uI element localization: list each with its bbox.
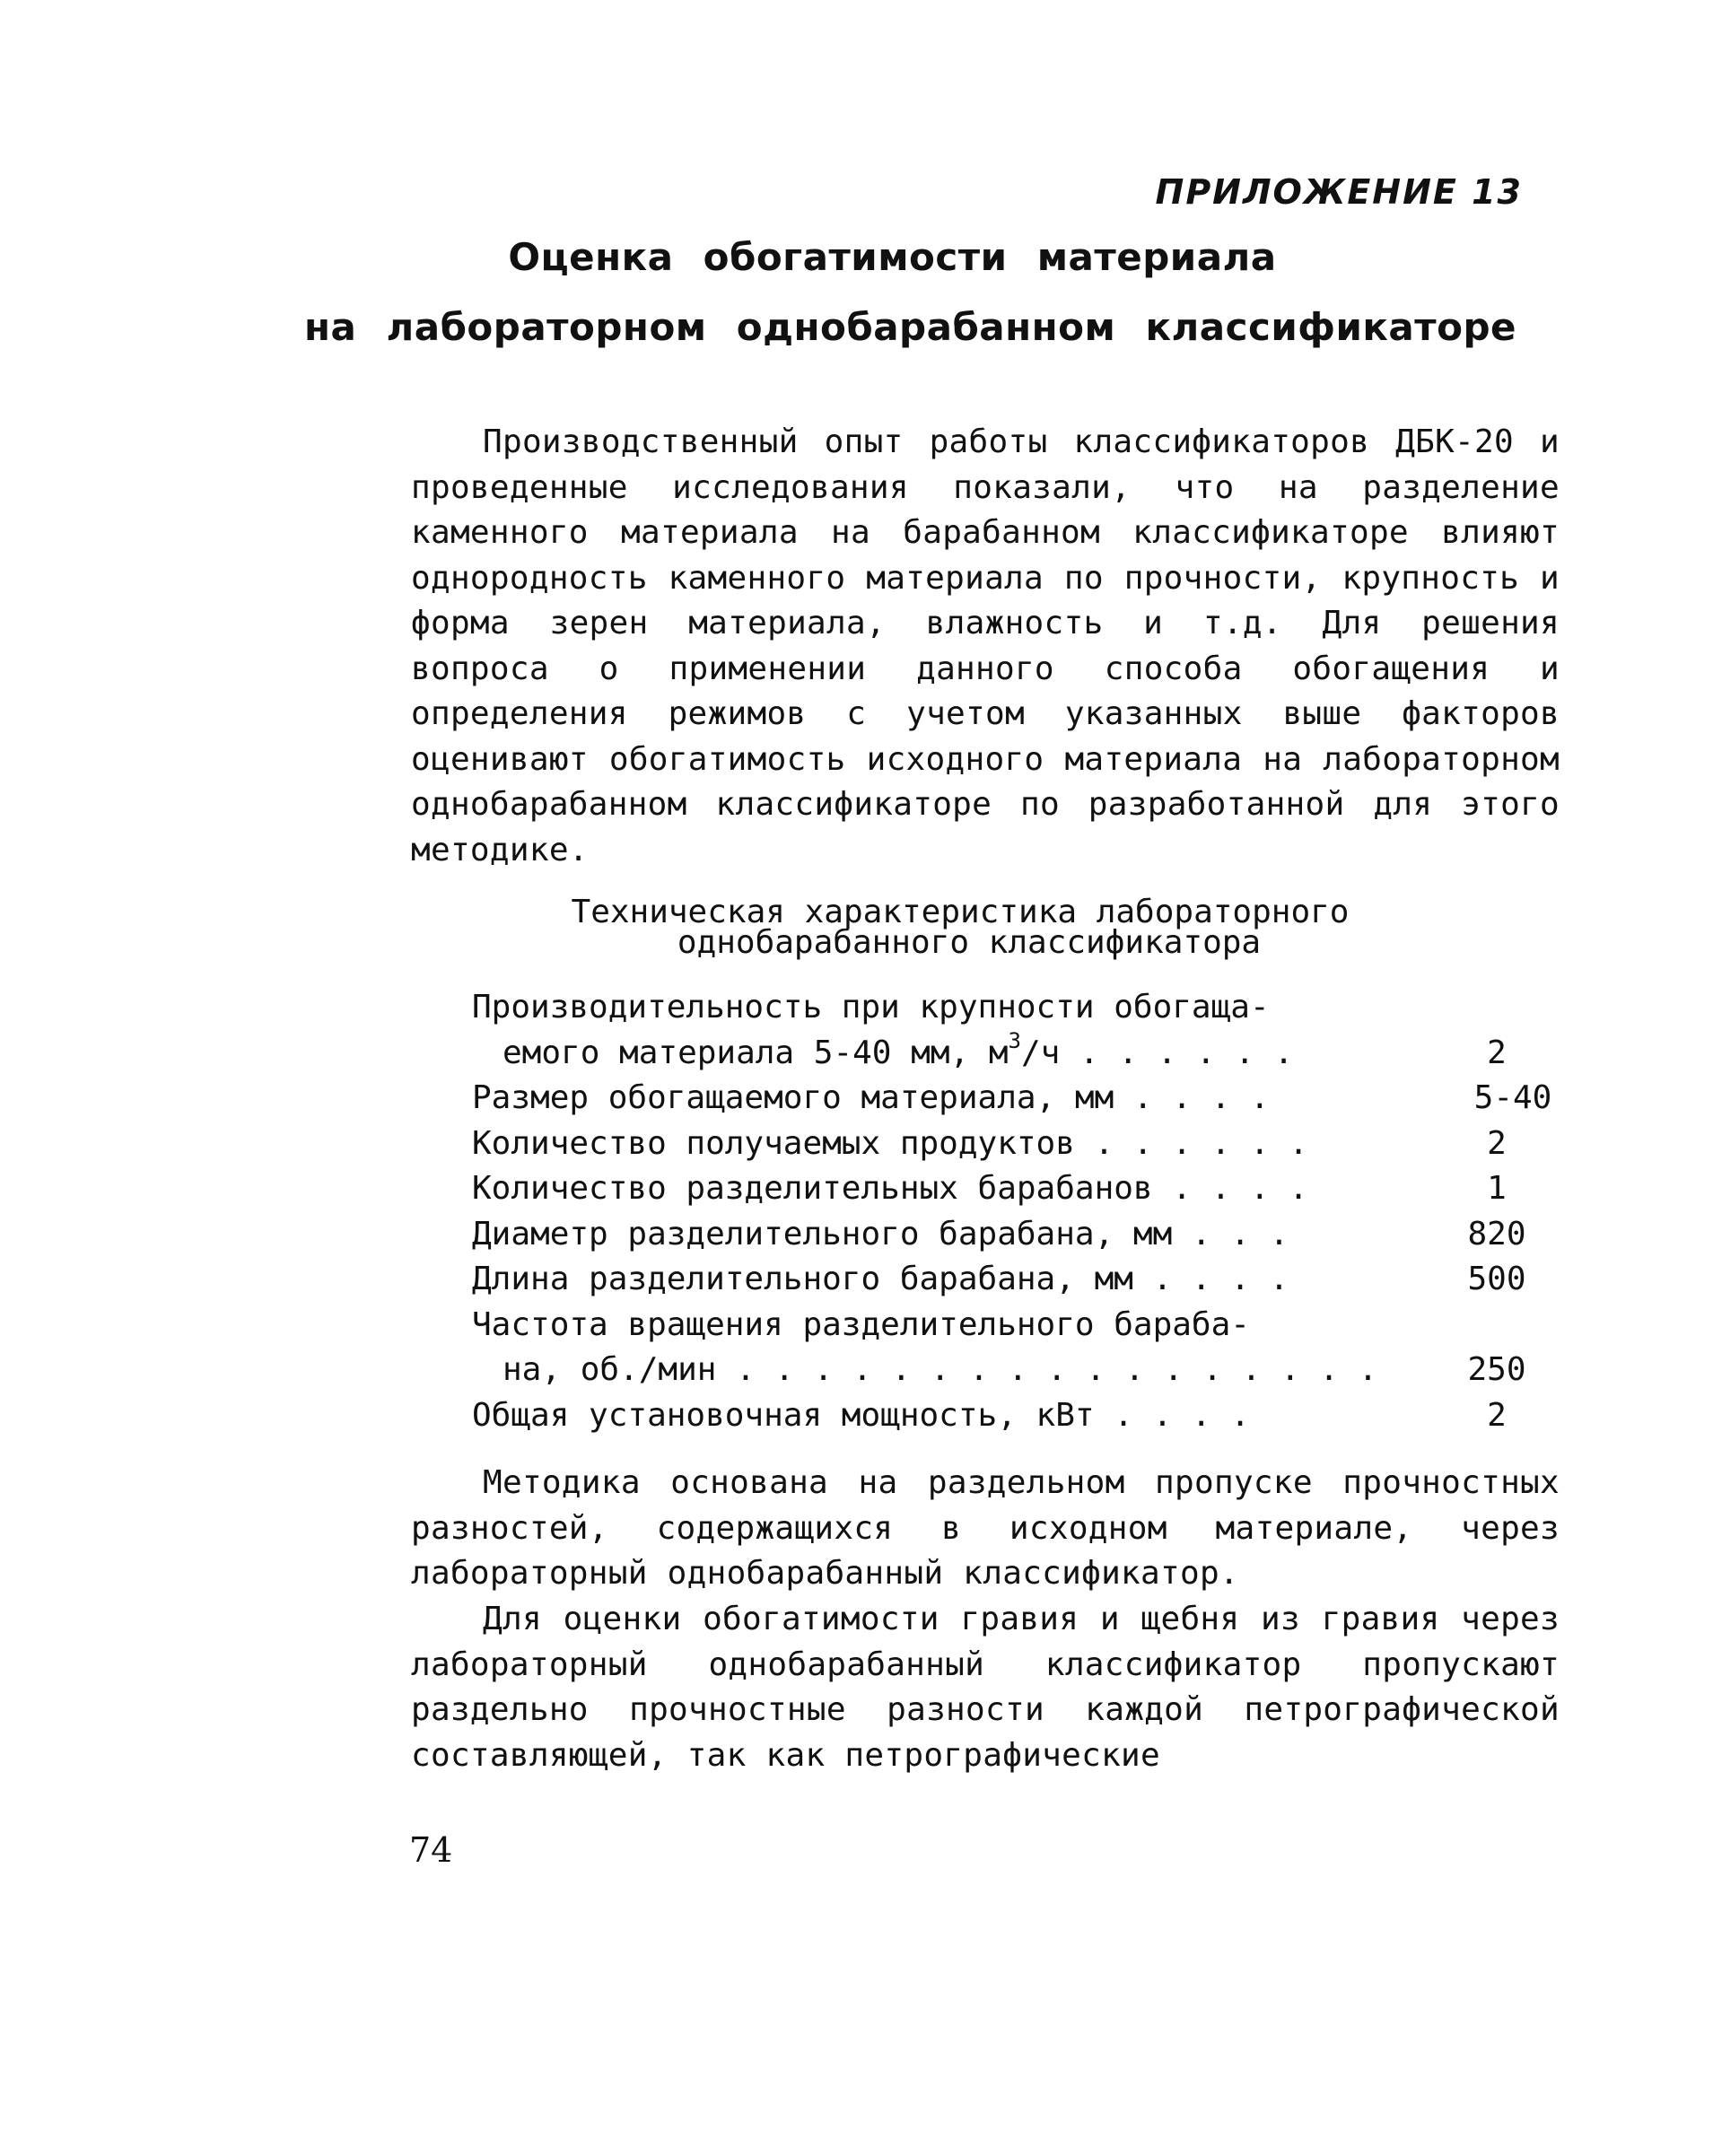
- spec-row: [472, 1257, 1567, 1303]
- spec-table-heading: [467, 894, 1454, 961]
- superscript: 3: [1008, 1027, 1021, 1053]
- spec-row: [472, 985, 1567, 1031]
- spec-value: 250: [1467, 1351, 1526, 1388]
- spec-value: 2: [1487, 1124, 1507, 1162]
- spec-row: [472, 1393, 1567, 1439]
- spec-row: [472, 1348, 1567, 1393]
- document-title-line-2: на лабораторном однобарабанном классификаторе: [303, 305, 1517, 349]
- spec-row: [472, 1122, 1567, 1167]
- spec-label-continuation: на, об./мин . . . . . . . . . . . . . . . . .: [503, 1351, 1378, 1388]
- spec-heading-line-1: Техническая характеристика лабораторного: [571, 894, 1350, 930]
- spec-value: 2: [1487, 1034, 1507, 1071]
- intro-paragraph: [411, 420, 1560, 873]
- spec-value: 2: [1487, 1396, 1507, 1434]
- spec-heading-line-2: однобарабанного классификатора: [677, 924, 1262, 961]
- spec-row: [472, 1303, 1567, 1349]
- spec-label: Количество разделительных барабанов . . . .: [472, 1170, 1308, 1207]
- spec-value: 500: [1467, 1261, 1526, 1297]
- spec-label: Количество получаемых продуктов . . . . . .: [472, 1124, 1308, 1162]
- appendix-label: ПРИЛОЖЕНИЕ 13: [1155, 172, 1523, 212]
- spec-row: [472, 1166, 1567, 1212]
- spec-label: Диаметр разделительного барабана, мм . . .: [472, 1215, 1289, 1253]
- document-title-line-1: Оценка обогатимости материала: [508, 235, 1277, 279]
- spec-label: Частота вращения разделительного бараба-: [472, 1305, 1250, 1343]
- spec-label: Общая установочная мощность, кВт . . . .: [472, 1396, 1250, 1434]
- spec-label-text: /ч . . . . . .: [1020, 1034, 1294, 1071]
- spec-label: Размер обогащаемого материала, мм . . . .: [472, 1079, 1270, 1116]
- procedure-paragraph: [411, 1597, 1560, 1778]
- spec-value: 1: [1487, 1170, 1507, 1207]
- spec-value: 820: [1467, 1215, 1526, 1253]
- spec-row: [472, 1076, 1567, 1122]
- page-number: 74: [409, 1830, 453, 1870]
- paragraph-text: Производственный опыт работы классификаторов ДБК-20 и проведенные исследования показали, что на разделение каменного материала на барабанном классификаторе влияют однородность каменного материала по прочности, крупность и форма зерен материала, влажность и т.д. Для решения вопроса о применении данного способа обогащения и определения режимов с учетом указанных выше факторов оценивают обогатимость исходного материала на лабораторном однобарабанном классификаторе по разработанной для этого методике.: [411, 423, 1560, 869]
- spec-table: [472, 985, 1567, 1438]
- paragraph-text: Методика основана на раздельном пропуске прочностных разностей, содержащихся в исходном материале, через лабораторный однобарабанный классификатор.: [411, 1464, 1560, 1592]
- spec-label-continuation: [503, 1027, 1294, 1077]
- spec-value: 5-40: [1473, 1079, 1552, 1116]
- spec-row: [472, 1027, 1567, 1077]
- paragraph-text: Для оценки обогатимости гравия и щебня из гравия через лабораторный однобарабанный классификатор пропускают раздельно прочностные разности каждой петрографической составляющей, так как петрографические: [411, 1601, 1560, 1774]
- method-paragraph: [411, 1461, 1560, 1597]
- spec-label-text: емого материала 5-40 мм, м: [503, 1034, 1009, 1071]
- spec-label: Производительность при крупности обогаща-: [472, 989, 1270, 1026]
- spec-row: [472, 1212, 1567, 1258]
- spec-label: Длина разделительного барабана, мм . . . .: [472, 1261, 1289, 1297]
